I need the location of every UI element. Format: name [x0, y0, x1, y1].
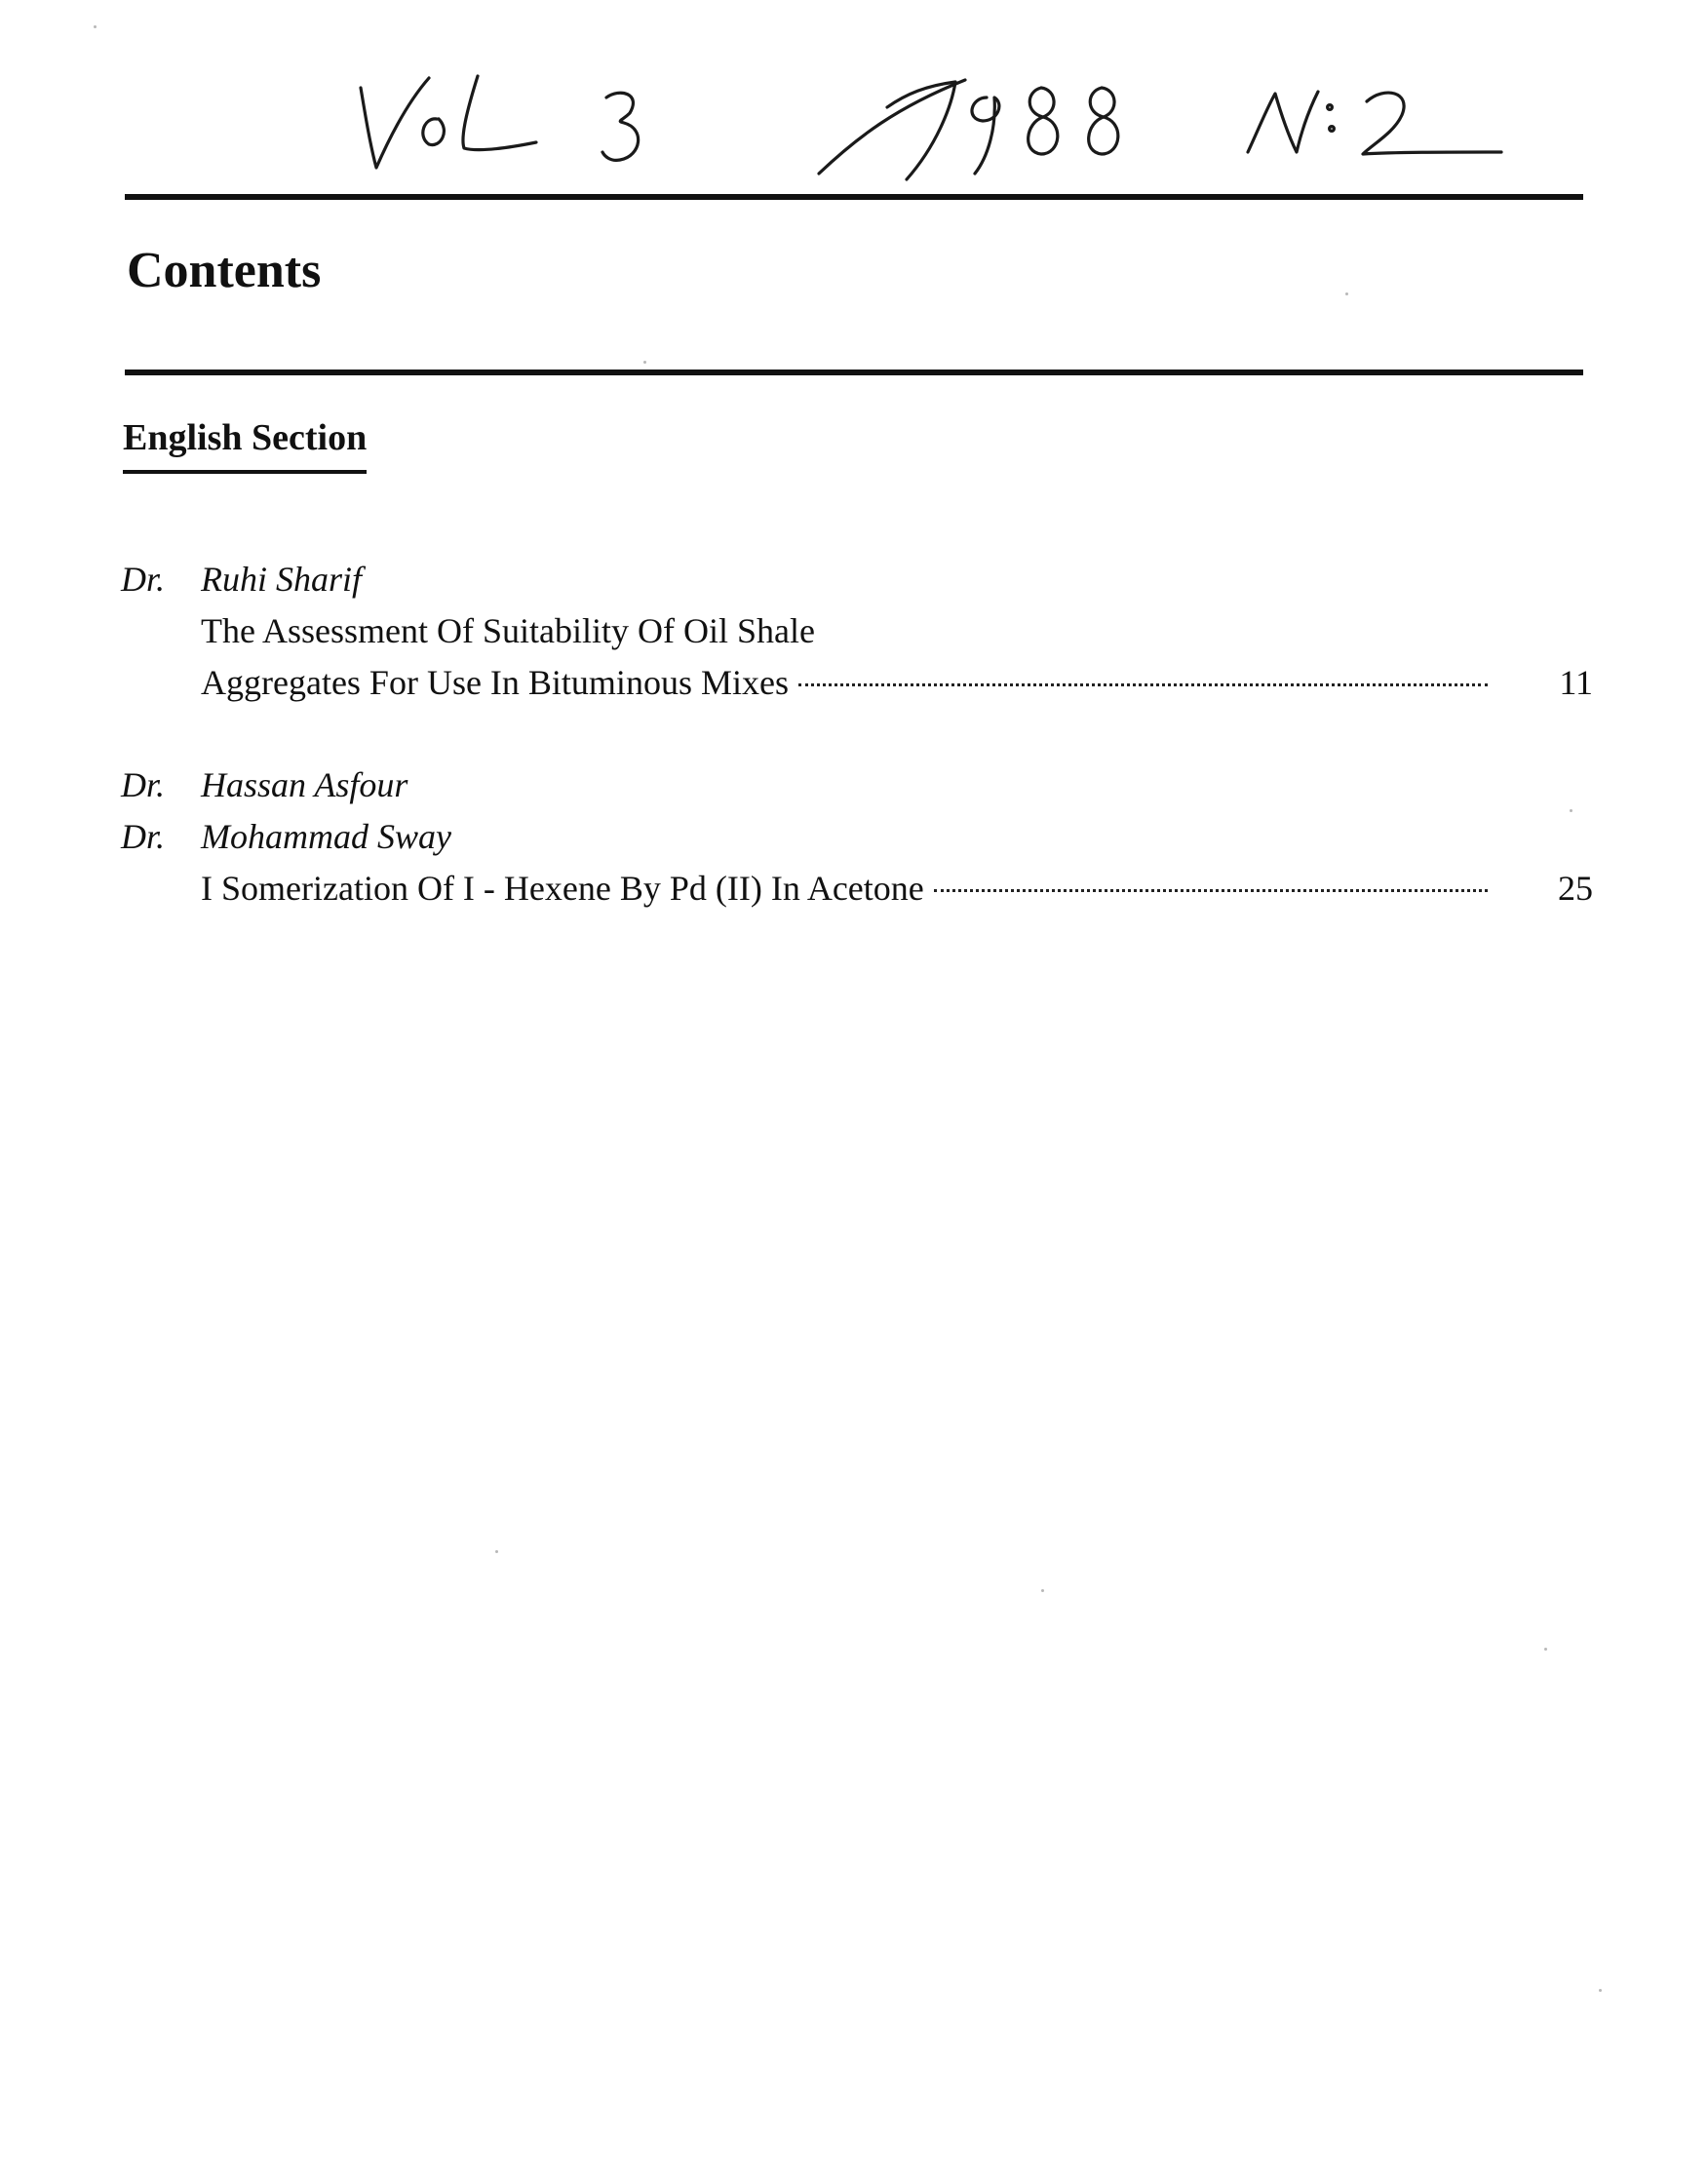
author-line	[121, 554, 1593, 605]
author-line	[121, 759, 1593, 811]
dot-leader	[798, 683, 1488, 686]
scan-speck	[643, 361, 646, 364]
table-of-contents	[121, 554, 1593, 965]
dot-leader	[934, 889, 1488, 892]
toc-entry	[121, 759, 1593, 915]
top-horizontal-rule	[125, 194, 1583, 200]
scan-speck	[94, 25, 97, 28]
page-number: 11	[1559, 663, 1593, 702]
section-heading: English Section	[123, 415, 367, 474]
article-title-line: I Somerization Of I - Hexene By Pd (II) In Acetone	[201, 869, 924, 908]
scan-speck	[1544, 1648, 1547, 1651]
author-name: Hassan Asfour	[201, 765, 408, 804]
bottom-horizontal-rule	[125, 370, 1583, 375]
handwritten-volume-note	[331, 58, 1579, 185]
article-title-line: The Assessment Of Suitability Of Oil Shale	[201, 611, 815, 650]
scan-speck	[1345, 292, 1348, 295]
toc-entry	[121, 554, 1593, 709]
author-line	[121, 811, 1593, 863]
scan-speck	[1041, 1589, 1044, 1592]
author-prefix: Dr.	[121, 560, 166, 599]
handwritten-volume-note-drawing	[331, 58, 1579, 185]
scan-speck	[1570, 809, 1572, 812]
author-name: Ruhi Sharif	[201, 560, 363, 599]
author-name: Mohammad Sway	[201, 817, 451, 856]
scan-speck	[1599, 1989, 1602, 1992]
author-prefix: Dr.	[121, 817, 166, 856]
article-title-line: Aggregates For Use In Bituminous Mixes	[201, 663, 789, 702]
author-prefix: Dr.	[121, 765, 166, 804]
article-title-leader-line	[121, 863, 1593, 915]
page-title: Contents	[127, 243, 322, 298]
article-title-leader-line	[121, 657, 1593, 709]
page-number: 25	[1558, 869, 1593, 908]
scan-speck	[495, 1550, 498, 1553]
